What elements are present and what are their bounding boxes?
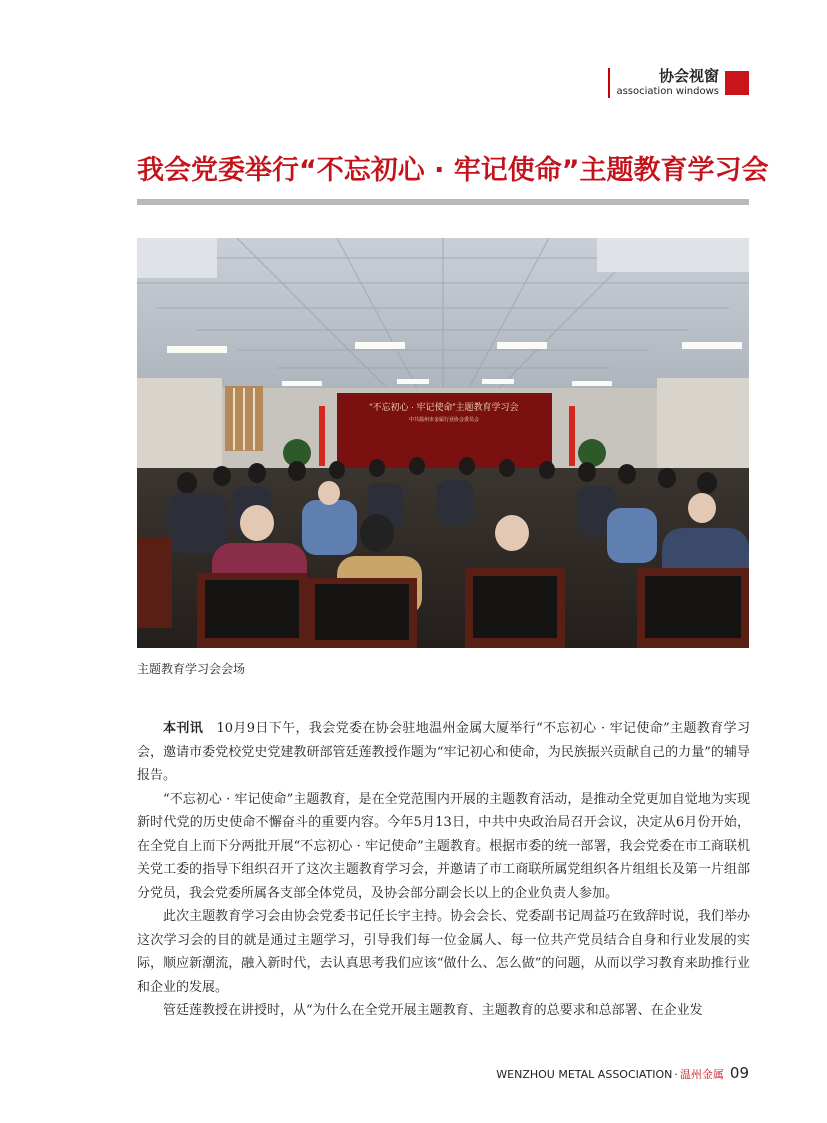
article-body <box>137 717 750 1023</box>
article-paragraph: 此次主题教育学习会由协会党委书记任长宇主持。协会会长、党委副书记周益巧在致辞时说，我们举办这次学习会的目的就是通过主题学习，引导我们每一位金属人、每一位共产党员结合自身和行业发展的实际，顺应新潮流，融入新时代，去认真思考我们应该“做什么、怎么做”的问题，从而以学习教育来助推行业和企业的发展。 <box>137 909 750 995</box>
article-lead: 本刊讯 <box>163 721 204 736</box>
header-square-icon <box>725 71 749 95</box>
page-number: 09 <box>729 1064 749 1082</box>
section-title-en: association windows <box>616 86 719 97</box>
footer-publication-cn: 温州金属 <box>679 1068 724 1081</box>
meeting-photo <box>137 238 749 648</box>
meeting-photo-illustration <box>137 238 749 648</box>
title-rule <box>137 199 749 205</box>
photo-caption: 主题教育学习会会场 <box>137 662 246 676</box>
article-paragraph: 管廷莲教授在讲授时，从“为什么在全党开展主题教育、主题教育的总要求和总部署、在企业发 <box>163 1003 703 1018</box>
stage-banner-text: “不忘初心 · 牢记使命”主题教育学习会 <box>369 402 519 412</box>
section-title-cn: 协会视窗 <box>658 67 719 85</box>
footer-publication-en: WENZHOU METAL ASSOCIATION <box>496 1068 673 1081</box>
article-paragraph <box>137 717 750 788</box>
article-paragraph: “不忘初心 · 牢记使命”主题教育，是在全党范围内开展的主题教育活动，是推动全党更加自觉地为实现新时代党的历史使命不懈奋斗的重要内容。今年5月13日，中共中央政治局召开会议，决定从6月份开始，在全党自上而下分两批开展“不忘初心 · 牢记使命”主题教育。根据市委的统一部署，我会党委在市工商联机关党工委的指导下组织召开了这次主题教育学习会，并邀请了市工商联所属党组织各片组组长及第一片组部分党员，我会党委所属各支部全体党员，及协会部分副会长以上的企业负责人参加。 <box>137 791 750 901</box>
footer-separator: · <box>674 1068 678 1081</box>
header-divider <box>608 68 610 98</box>
stage-banner-subtext: 中共温州市金属行业协会委员会 <box>408 417 480 423</box>
article-paragraph-text: 10月9日下午，我会党委在协会驻地温州金属大厦举行“不忘初心 · 牢记使命”主题教育学习会，邀请市委党校党史党建教研部管廷莲教授作题为“牢记初心和使命，为民族振兴贡献自己的力量”的辅导报告。 <box>137 721 750 783</box>
header-text <box>616 69 719 97</box>
section-header <box>608 68 749 98</box>
page-footer <box>496 1064 749 1082</box>
article-title: 我会党委举行“不忘初心 · 牢记使命”主题教育学习会 <box>137 155 769 186</box>
